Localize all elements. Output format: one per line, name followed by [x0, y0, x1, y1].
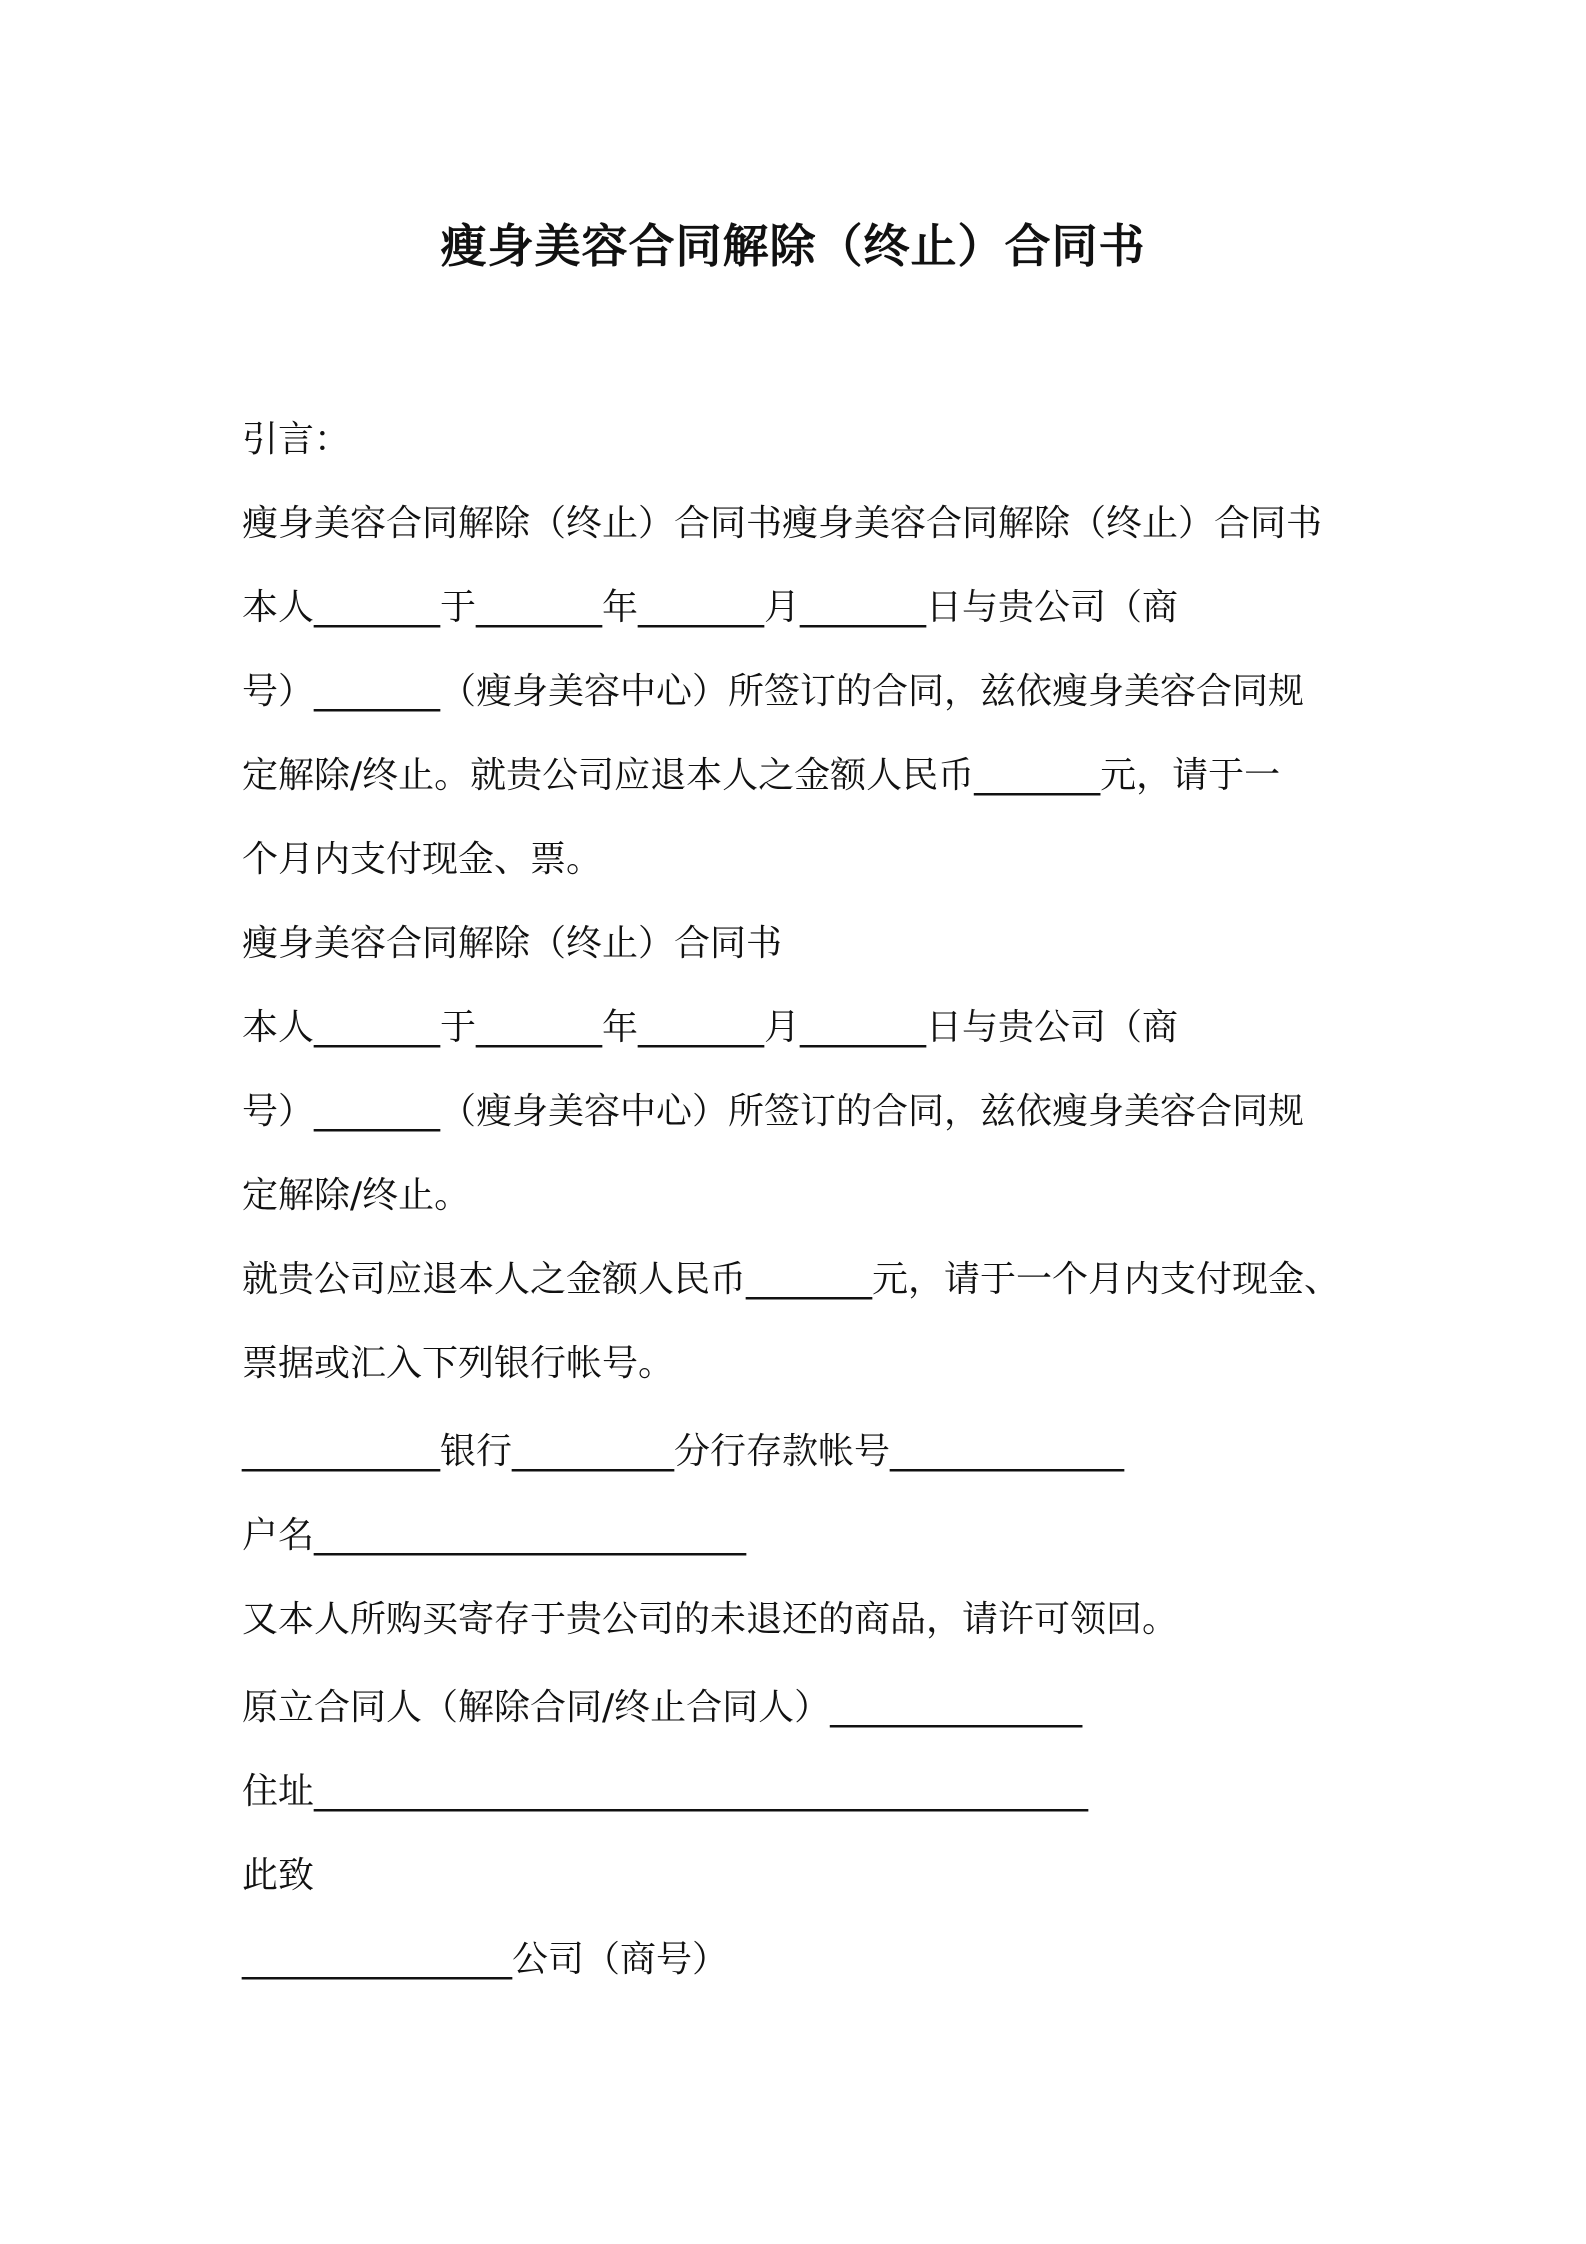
account-name-line: 户名________________________ [242, 1515, 747, 1556]
section-heading: 瘦身美容合同解除（终止）合同书 [242, 923, 783, 964]
body-line-2: 本人_______于_______年_______月_______日与贵公司（商 [242, 587, 1179, 628]
body-line-1: 瘦身美容合同解除（终止）合同书瘦身美容合同解除（终止）合同书 [242, 503, 1323, 544]
intro-heading: 引言： [242, 419, 351, 460]
bank-account-line: ___________银行_________分行存款帐号_____________ [242, 1431, 1125, 1472]
body-line-4: 定解除/终止。就贵公司应退本人之金额人民币_______元，请于一 [242, 755, 1281, 796]
body-line-5: 个月内支付现金、票。 [242, 839, 603, 880]
goods-return-line: 又本人所购买寄存于贵公司的未退还的商品，请许可领回。 [242, 1599, 1179, 1640]
company-line: _______________公司（商号） [242, 1939, 729, 1980]
salutation-line: 此致 [242, 1855, 315, 1896]
body-line-3: 号）_______（瘦身美容中心）所签订的合同，兹依瘦身美容合同规 [242, 671, 1305, 712]
body-line-6: 本人_______于_______年_______月_______日与贵公司（商 [242, 1007, 1179, 1048]
body-line-7: 号）_______（瘦身美容中心）所签订的合同，兹依瘦身美容合同规 [242, 1091, 1305, 1132]
signatory-line: 原立合同人（解除合同/终止合同人）______________ [242, 1687, 1083, 1728]
document-title: 瘦身美容合同解除（终止）合同书 [440, 219, 1146, 273]
body-line-9: 就贵公司应退本人之金额人民币_______元，请于一个月内支付现金、 [242, 1259, 1341, 1300]
body-line-10: 票据或汇入下列银行帐号。 [242, 1343, 675, 1384]
address-line: 住址___________________________________________ [242, 1771, 1088, 1812]
body-line-8: 定解除/终止。 [242, 1175, 471, 1216]
